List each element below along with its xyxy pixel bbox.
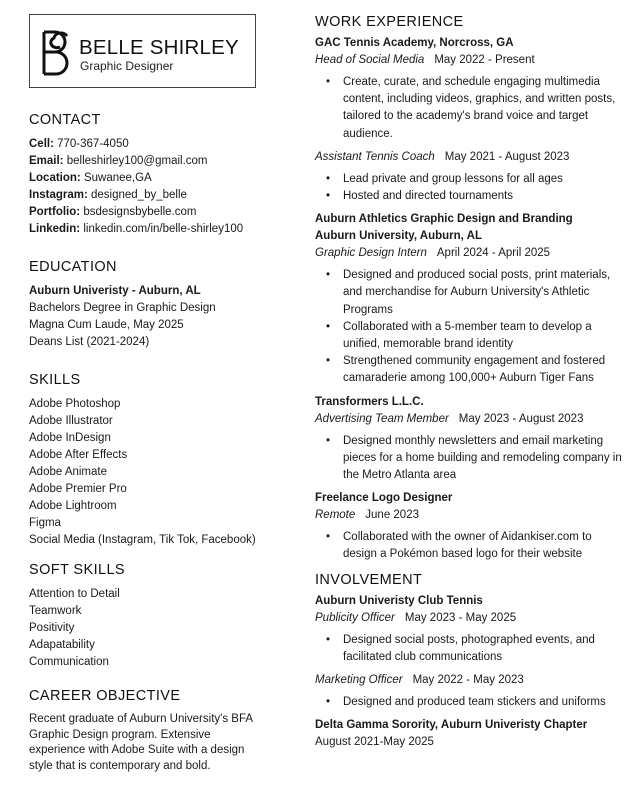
skill-item: Social Media (Instagram, Tik Tok, Facebook) <box>29 534 256 546</box>
objective-text: Recent graduate of Auburn University's BFA Graphic Design program. Extensive experience with Adobe Suite with a design style that is contemporary and bold. <box>29 713 253 772</box>
contact-email: Email: belleshirley100@gmail.com <box>29 155 208 167</box>
skills-heading: SKILLS <box>29 372 81 388</box>
job-org: Freelance Logo Designer <box>315 492 453 505</box>
job-freelance <box>315 490 625 563</box>
contact-cell: Cell: 770-367-4050 <box>29 138 129 150</box>
soft-skill-item: Attention to Detail <box>29 588 120 600</box>
involvement-dates: August 2021-May 2025 <box>315 736 434 749</box>
contact-linkedin: Linkedin: linkedin.com/in/belle-shirley100 <box>29 223 244 235</box>
job-role: Graphic Design Intern April 2024 - April 2025 <box>315 247 551 260</box>
job-auburn-athletics <box>315 211 625 387</box>
job-bullet: • Designed and produced social posts, print materials, and merchandise for Auburn University's Athletic Programs <box>315 267 625 319</box>
objective-section <box>29 688 291 774</box>
candidate-name: BELLE SHIRLEY <box>79 36 239 59</box>
skill-item: Adobe Lightroom <box>29 500 117 512</box>
right-column <box>315 14 625 751</box>
contact-heading: CONTACT <box>29 112 101 128</box>
involvement-org: Auburn Univeristy Club Tennis <box>315 594 483 607</box>
left-column <box>29 14 291 774</box>
education-honors: Magna Cum Laude, May 2025 <box>29 319 184 331</box>
job-role: Head of Social Media May 2022 - Present <box>315 54 535 66</box>
education-section <box>29 259 291 351</box>
job-bullet: • Create, curate, and schedule engaging multimedia content, including videos, graphics, and written posts, tailored to the academy's brand voice and target audience. <box>315 74 625 143</box>
involvement-heading: INVOLVEMENT <box>315 571 423 588</box>
job-bullet: • Collaborated with a 5-member team to develop a unified, memorable brand identity <box>315 319 625 353</box>
job-org: Transformers L.L.C. <box>315 395 424 408</box>
involvement-bullet: • Designed and produced team stickers and uniforms <box>315 694 625 711</box>
soft-skill-item: Communication <box>29 656 109 668</box>
job-bullet: • Designed monthly newsletters and email marketing pieces for a home building and remodeling company in the Metro Atlanta area <box>315 433 625 485</box>
job-role: Advertising Team Member May 2023 - August 2023 <box>315 412 584 425</box>
education-degree: Bachelors Degree in Graphic Design <box>29 302 216 314</box>
involvement-bullet: • Designed social posts, photographed events, and facilitated club communications <box>315 632 625 666</box>
soft-skills-heading: SOFT SKILLS <box>29 562 126 578</box>
education-deans-list: Deans List (2021-2024) <box>29 336 150 348</box>
contact-instagram: Instagram: designed_by_belle <box>29 189 187 201</box>
soft-skill-item: Positivity <box>29 622 75 634</box>
skill-item: Adobe After Effects <box>29 449 128 461</box>
bs-monogram-logo <box>41 30 71 76</box>
work-heading: WORK EXPERIENCE <box>315 14 464 30</box>
involvement-role: Marketing Officer May 2022 - May 2023 <box>315 674 524 687</box>
skill-item: Adobe Premier Pro <box>29 483 127 495</box>
job-bullet: • Strengthened community engagement and fostered camaraderie among 100,000+ Auburn Tiger Fans <box>315 353 625 387</box>
skill-item: Adobe InDesign <box>29 432 111 444</box>
job-role: Assistant Tennis Coach May 2021 - August 2023 <box>315 150 570 163</box>
skills-section <box>29 372 291 549</box>
candidate-title: Graphic Designer <box>80 59 174 73</box>
job-org: Auburn Athletics Graphic Design and Branding <box>315 213 573 226</box>
job-location: Auburn University, Auburn, AL <box>315 230 482 243</box>
job-org: GAC Tennis Academy, Norcross, GA <box>315 37 514 49</box>
skill-item: Figma <box>29 517 61 529</box>
skill-item: Adobe Animate <box>29 466 108 478</box>
skill-item: Adobe Photoshop <box>29 398 121 410</box>
job-bullet: • Collaborated with the owner of Aidankiser.com to design a Pokémon based logo for their website <box>315 529 625 563</box>
involvement-org: Delta Gamma Sorority, Auburn Univeristy Chapter <box>315 719 588 732</box>
involvement-role: Publicity Officer May 2023 - May 2025 <box>315 611 517 624</box>
soft-skills-section <box>29 562 291 671</box>
job-bullet: • Lead private and group lessons for all ages <box>315 171 625 188</box>
job-transformers <box>315 394 625 485</box>
name-box <box>29 14 256 88</box>
education-school: Auburn Univeristy - Auburn, AL <box>29 285 201 297</box>
soft-skill-item: Teamwork <box>29 605 82 617</box>
job-bullet: • Hosted and directed tournaments <box>315 188 625 205</box>
contact-location: Location: Suwanee,GA <box>29 172 152 184</box>
soft-skill-item: Adapatability <box>29 639 95 651</box>
contact-portfolio: Portfolio: bsdesignsbybelle.com <box>29 206 197 218</box>
job-role: Remote June 2023 <box>315 509 419 522</box>
objective-heading: CAREER OBJECTIVE <box>29 688 181 704</box>
contact-section <box>29 112 291 238</box>
education-heading: EDUCATION <box>29 259 117 275</box>
skill-item: Adobe Illustrator <box>29 415 113 427</box>
job-gac-tennis <box>315 35 625 205</box>
involvement-section <box>315 572 625 752</box>
